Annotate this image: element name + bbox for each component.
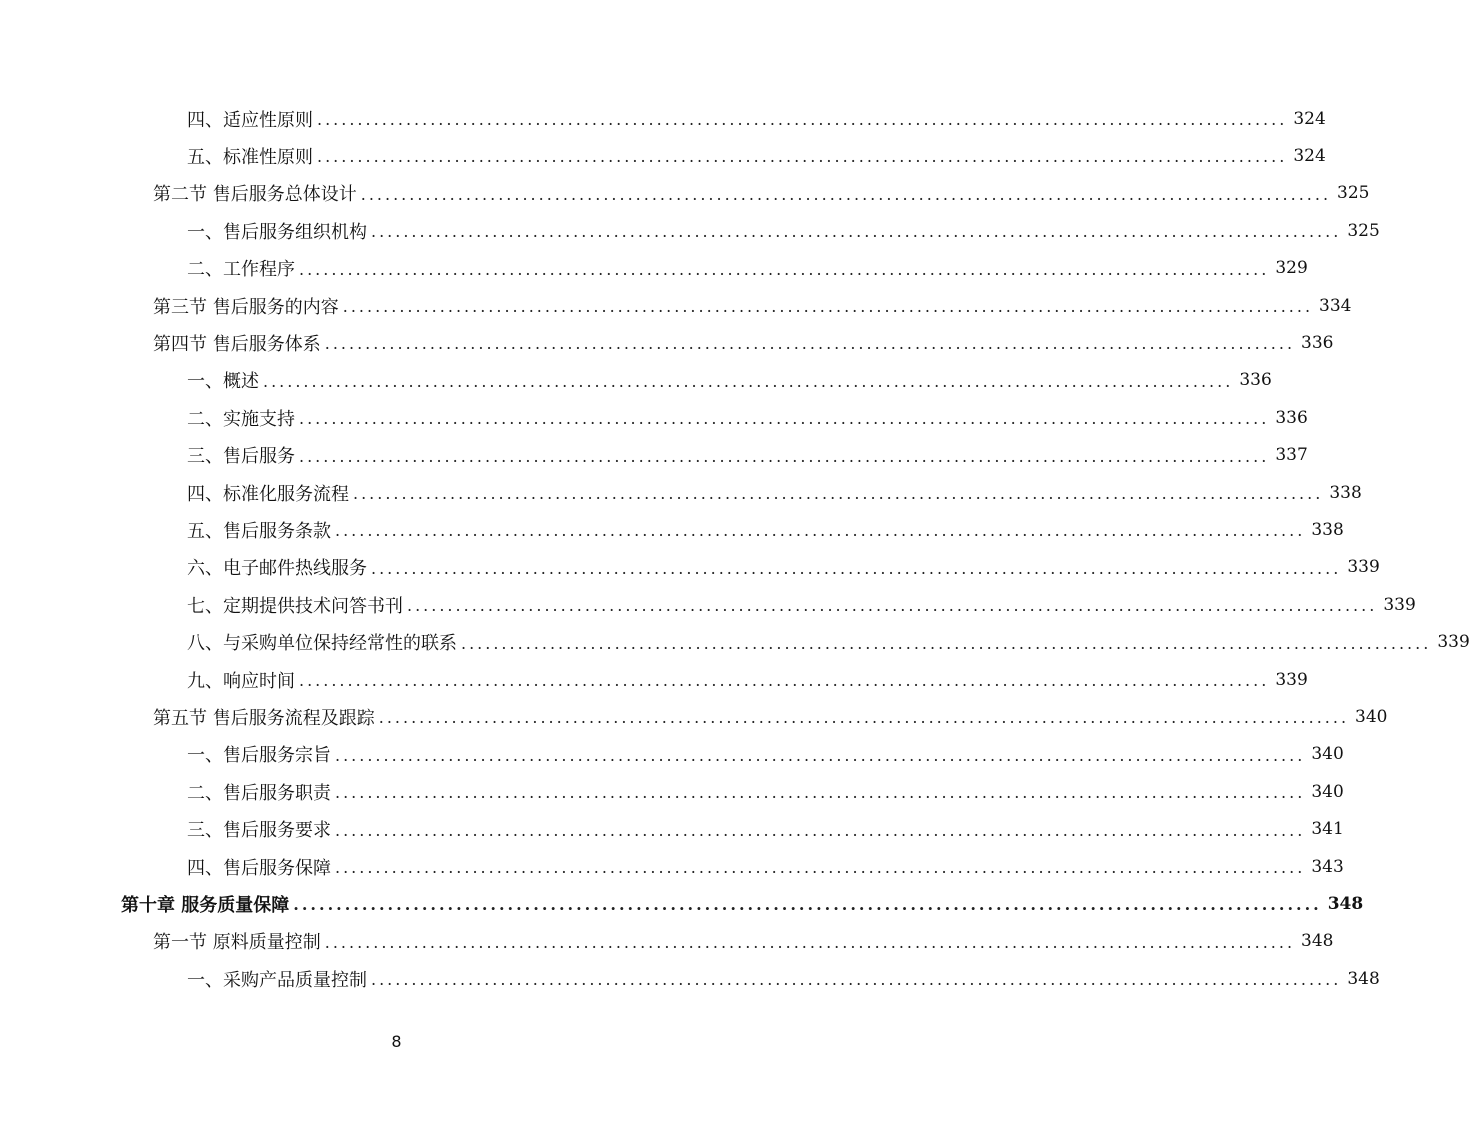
toc-entry[interactable] bbox=[153, 175, 1370, 212]
toc-entry-page: 338 bbox=[1329, 482, 1362, 503]
toc-entry-label: 四、适应性原则 bbox=[187, 109, 313, 131]
toc-entry[interactable] bbox=[187, 511, 1344, 548]
toc-entry-label: 第五节 售后服务流程及跟踪 bbox=[153, 707, 375, 729]
toc-entry-page: 324 bbox=[1293, 108, 1326, 129]
toc-dot-leader: ........................................................................................................................ bbox=[378, 708, 1350, 728]
toc-entry[interactable] bbox=[153, 287, 1352, 324]
toc-dot-leader: ........................................................................................................................ bbox=[360, 184, 1332, 204]
toc-entry-label: 第二节 售后服务总体设计 bbox=[153, 184, 357, 206]
toc-entry-page: 336 bbox=[1239, 370, 1272, 391]
toc-entry-page: 340 bbox=[1355, 706, 1388, 727]
toc-entry[interactable] bbox=[187, 137, 1326, 174]
toc-entry-label: 一、售后服务组织机构 bbox=[187, 221, 367, 243]
toc-entry-page: 325 bbox=[1347, 220, 1380, 241]
toc-entry-page: 348 bbox=[1347, 968, 1380, 989]
toc-entry[interactable] bbox=[121, 885, 1364, 922]
toc-dot-leader: ........................................................................................................................ bbox=[324, 932, 1296, 952]
toc-entry[interactable] bbox=[187, 100, 1326, 137]
toc-dot-leader: ........................................................................................................................ bbox=[371, 970, 1342, 990]
toc-entry-page: 340 bbox=[1311, 781, 1344, 802]
toc-entry[interactable] bbox=[187, 736, 1344, 773]
toc-dot-leader: ........................................................................................................................ bbox=[461, 633, 1432, 653]
toc-entry[interactable] bbox=[153, 324, 1334, 361]
toc-entry-label: 一、采购产品质量控制 bbox=[187, 969, 367, 991]
toc-entry[interactable] bbox=[187, 212, 1380, 249]
toc-entry[interactable] bbox=[187, 586, 1416, 623]
toc-entry-page: 339 bbox=[1275, 669, 1308, 690]
toc-entry[interactable] bbox=[153, 698, 1388, 735]
toc-entry-label: 五、标准性原则 bbox=[187, 146, 313, 168]
toc-entry[interactable] bbox=[187, 811, 1344, 848]
toc-entry-page: 336 bbox=[1275, 407, 1308, 428]
toc-dot-leader: ........................................................................................................................ bbox=[335, 745, 1306, 765]
toc-entry-page: 339 bbox=[1437, 632, 1470, 653]
toc-entry[interactable] bbox=[187, 661, 1308, 698]
toc-entry-page: 339 bbox=[1383, 594, 1416, 615]
toc-entry-label: 四、售后服务保障 bbox=[187, 857, 331, 879]
toc-entry-label: 七、定期提供技术问答书刊 bbox=[187, 595, 403, 617]
toc-entry-page: 325 bbox=[1337, 183, 1370, 204]
toc-entry[interactable] bbox=[187, 549, 1380, 586]
toc-entry-page: 334 bbox=[1319, 295, 1352, 316]
toc-entry-label: 五、售后服务条款 bbox=[187, 520, 331, 542]
toc-entry-label: 第十章 服务质量保障 bbox=[121, 894, 290, 916]
toc-entry[interactable] bbox=[187, 362, 1272, 399]
toc-dot-leader: ........................................................................................................................ bbox=[342, 297, 1314, 316]
toc-entry-page: 339 bbox=[1347, 557, 1380, 578]
toc-entry-label: 三、售后服务 bbox=[187, 446, 295, 468]
toc-entry-label: 第一节 原料质量控制 bbox=[153, 932, 321, 954]
toc-entry-label: 六、电子邮件热线服务 bbox=[187, 558, 367, 580]
toc-entry[interactable] bbox=[187, 624, 1470, 661]
page-number: 8 bbox=[391, 1032, 402, 1051]
toc-dot-leader: ........................................................................................................................ bbox=[324, 334, 1296, 354]
toc-entry-page: 336 bbox=[1301, 332, 1334, 353]
toc-entry[interactable] bbox=[187, 437, 1308, 474]
toc-entry-label: 九、响应时间 bbox=[187, 670, 295, 692]
toc-dot-leader: ........................................................................................................................ bbox=[317, 147, 1288, 167]
toc-entry-label: 二、工作程序 bbox=[187, 259, 295, 281]
toc-entry[interactable] bbox=[187, 250, 1308, 287]
toc-entry-label: 二、售后服务职责 bbox=[187, 782, 331, 804]
toc-entry-label: 二、实施支持 bbox=[187, 408, 295, 430]
toc-dot-leader: ........................................................................................................................ bbox=[371, 222, 1342, 242]
toc-entry-label: 八、与采购单位保持经常性的联系 bbox=[187, 633, 457, 655]
toc-entry-label: 三、售后服务要求 bbox=[187, 820, 331, 842]
toc-entry-page: 324 bbox=[1293, 145, 1326, 166]
toc-dot-leader: ........................................................................................................................ bbox=[299, 259, 1270, 279]
toc-dot-leader: ........................................................................................................................ bbox=[299, 671, 1270, 690]
toc-entry-page: 348 bbox=[1301, 931, 1334, 952]
toc-dot-leader: ........................................................................................................................ bbox=[335, 858, 1306, 877]
toc-entry[interactable] bbox=[153, 923, 1334, 960]
toc-entry-page: 338 bbox=[1311, 519, 1344, 540]
toc-dot-leader: ........................................................................................................................ bbox=[299, 409, 1270, 429]
toc-entry-page: 343 bbox=[1311, 856, 1344, 877]
toc-entry[interactable] bbox=[187, 399, 1308, 436]
toc-entry-page: 329 bbox=[1275, 258, 1308, 279]
toc-dot-leader: ........................................................................................................................ bbox=[371, 558, 1342, 578]
toc-entry[interactable] bbox=[187, 848, 1344, 885]
toc-dot-leader: ........................................................................................................................ bbox=[335, 521, 1306, 541]
toc-dot-leader: ........................................................................................................................ bbox=[263, 371, 1234, 391]
toc-entry[interactable] bbox=[187, 773, 1344, 810]
toc-dot-leader: ........................................................................................................................ bbox=[317, 110, 1288, 129]
toc-entry-page: 341 bbox=[1311, 819, 1344, 840]
toc-entry-label: 第三节 售后服务的内容 bbox=[153, 296, 339, 318]
toc-entry[interactable] bbox=[187, 960, 1380, 997]
toc-entry-page: 340 bbox=[1311, 744, 1344, 765]
toc-dot-leader: ........................................................................................................................ bbox=[335, 820, 1306, 840]
toc-dot-leader: ........................................................................................................................ bbox=[335, 783, 1306, 803]
toc-entry-label: 四、标准化服务流程 bbox=[187, 483, 349, 505]
toc-entry-label: 第四节 售后服务体系 bbox=[153, 333, 321, 355]
toc-dot-leader: ........................................................................................................................ bbox=[293, 895, 1322, 915]
toc-dot-leader: ........................................................................................................................ bbox=[407, 596, 1378, 616]
toc-dot-leader: ........................................................................................................................ bbox=[299, 446, 1270, 466]
toc-entry-label: 一、概述 bbox=[187, 371, 259, 393]
toc-entry-label: 一、售后服务宗旨 bbox=[187, 745, 331, 767]
toc-entry[interactable] bbox=[187, 474, 1362, 511]
toc-entry-page: 337 bbox=[1275, 445, 1308, 466]
toc-dot-leader: ........................................................................................................................ bbox=[353, 484, 1324, 503]
toc-entry-page: 348 bbox=[1327, 893, 1364, 914]
